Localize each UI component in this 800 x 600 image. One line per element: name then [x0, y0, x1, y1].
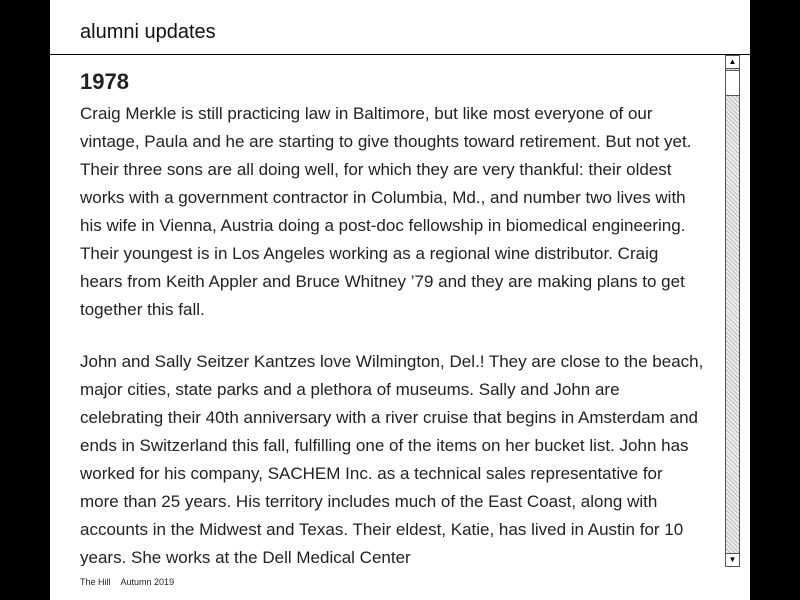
- scroll-up-button[interactable]: [726, 56, 739, 69]
- article-paragraph: Craig Merkle is still practicing law in Baltimore, but like most everyone of our vintage, Paula and he are starting to give thoughts toward retirement. But not yet. Their three sons are all doing well, for which they are very thankful: their oldest works with a government contractor in Columbia, Md., and number two lives with his wife in Vienna, Austria doing a post-doc fellowship in biomedical engineering. Their youngest is in Los Angeles working as a regional wine distributor. Craig hears from Keith Appler and Bruce Whitney ’79 and they are making plans to get together this fall.: [80, 104, 692, 319]
- scroll-down-button[interactable]: [726, 553, 739, 566]
- scroll-thumb[interactable]: [726, 70, 739, 96]
- class-year-heading: 1978: [80, 69, 129, 94]
- page-header: [50, 0, 750, 55]
- page-footer: [80, 576, 182, 588]
- article-paragraph: John and Sally Seitzer Kantzes love Wilmington, Del.! They are close to the beach, major cities, state parks and a plethora of museums. Sally and John are celebrating their 40th anniversary with a river cruise that begins in Amsterdam and ends in Switzerland this fall, fulfilling one of the items on her bucket list. John has worked for his company, SACHEM Inc. as a technical sales representative for more than 25 years. His territory includes much of the East Coast, along with accounts in the Midwest and Texas. Their eldest, Katie, has lived in Austin for 10 years. She works at the Dell Medical Center: [80, 352, 704, 566]
- vertical-scrollbar[interactable]: [725, 55, 740, 567]
- issue-label: Autumn 2019: [120, 577, 175, 587]
- page: [50, 0, 750, 600]
- article-content[interactable]: [80, 68, 705, 566]
- publication-name: The Hill: [80, 577, 111, 587]
- arrow-down-icon: ▼: [728, 555, 737, 564]
- arrow-up-icon: ▲: [728, 57, 737, 66]
- page-title: alumni updates: [80, 21, 216, 43]
